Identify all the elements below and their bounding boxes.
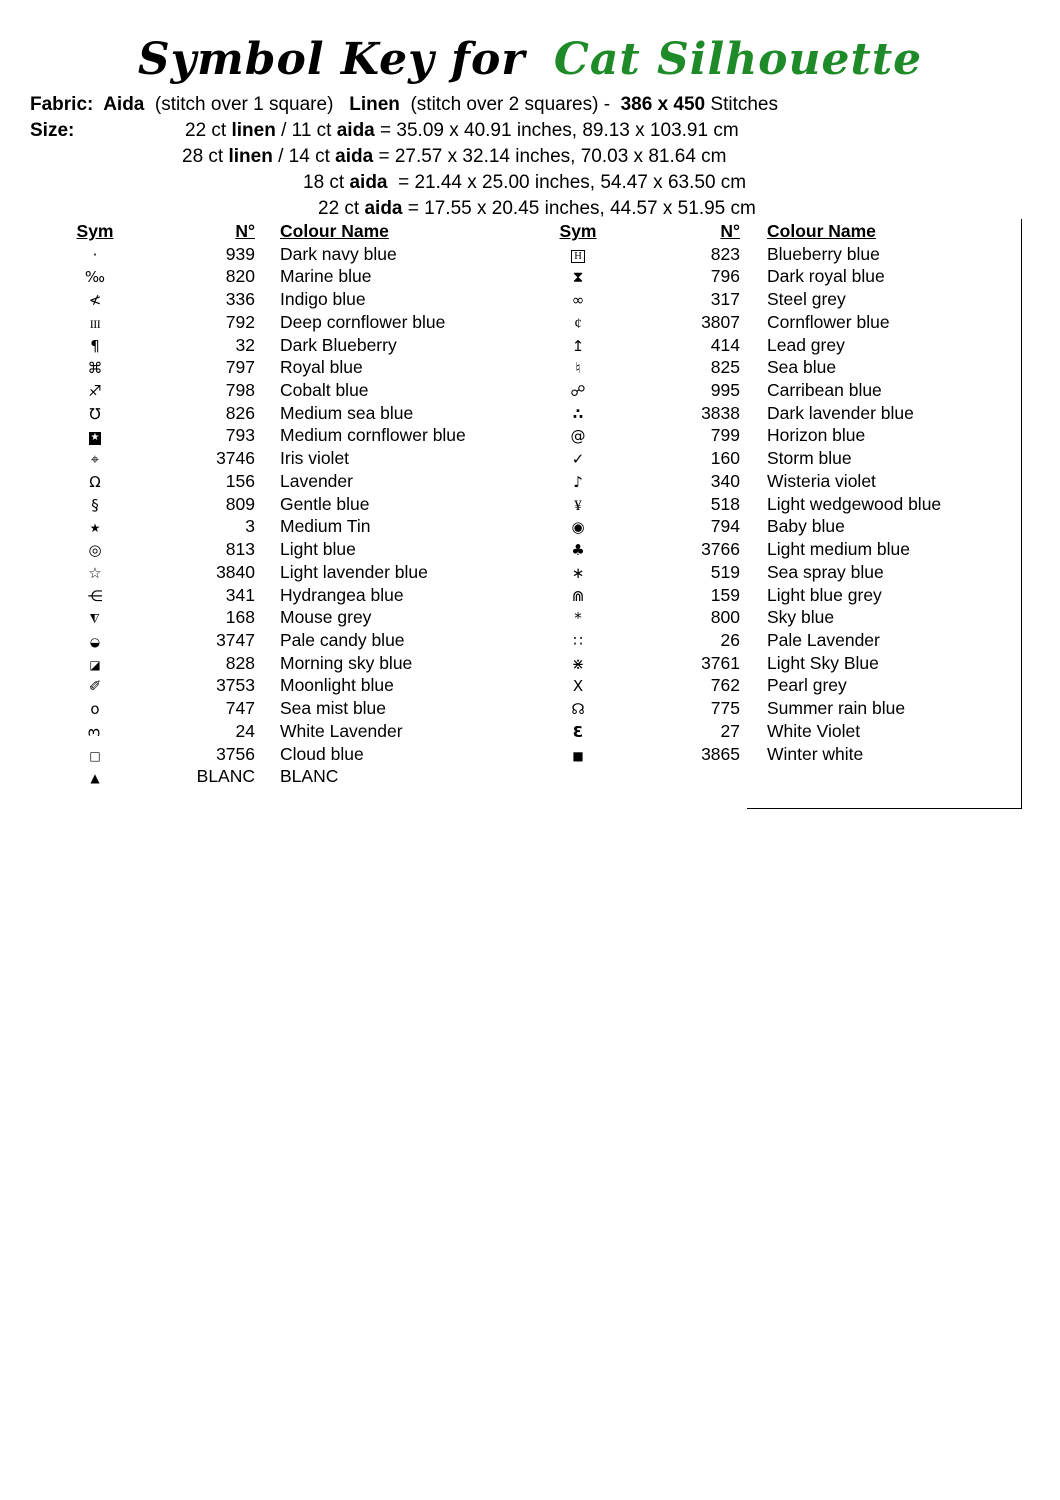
symbol-cell	[555, 720, 601, 744]
page-title	[0, 34, 1060, 86]
symbol-cell	[555, 243, 601, 266]
stitch-symbol-icon: ⋒	[571, 586, 585, 605]
floss-number: 3753	[216, 675, 255, 696]
floss-number: 762	[710, 675, 740, 696]
symbol-cell	[72, 334, 118, 358]
table-row	[72, 288, 517, 311]
symbol-cell	[555, 697, 601, 721]
colour-name: Sea spray blue	[767, 561, 884, 582]
floss-number: 317	[710, 289, 740, 310]
floss-number: 794	[710, 516, 740, 537]
symbol-cell	[555, 515, 601, 539]
colour-name: Sea blue	[767, 357, 837, 378]
stitch-symbol-icon: ⌖	[90, 450, 100, 469]
symbol-cell	[72, 311, 118, 336]
colour-name: Dark royal blue	[767, 266, 885, 287]
floss-number: 3865	[701, 743, 740, 764]
colour-name: Hydrangea blue	[280, 584, 404, 605]
floss-number: 793	[225, 425, 255, 446]
floss-number: 3746	[216, 448, 255, 469]
stitch-symbol-icon: o	[90, 700, 100, 719]
floss-number: 160	[710, 448, 740, 469]
floss-number: 797	[225, 357, 255, 378]
colour-name: Light blue	[280, 539, 356, 560]
table-row	[72, 538, 517, 561]
floss-number: 995	[710, 380, 740, 401]
colour-name: Indigo blue	[280, 289, 366, 310]
colour-name: Medium Tin	[280, 516, 371, 537]
text-segment: linen	[228, 146, 273, 167]
colour-name: Light lavender blue	[280, 561, 428, 582]
floss-number: 156	[225, 470, 255, 491]
colour-name: Winter white	[767, 743, 864, 764]
symbol-cell	[72, 765, 118, 790]
floss-number: 3766	[701, 539, 740, 560]
column-header-label: N°	[720, 221, 740, 241]
stitch-symbol-icon: ♐	[88, 382, 102, 401]
stitch-symbol-icon: ■	[572, 748, 584, 763]
symbol-cell	[72, 447, 118, 471]
colour-name: Marine blue	[280, 266, 372, 287]
symbol-cell	[555, 447, 601, 471]
symbol-cell	[72, 515, 118, 540]
text-segment: = 27.57 x 32.14 inches, 70.03 x 81.64 cm	[373, 146, 727, 167]
key-box-border	[747, 219, 1022, 809]
stitch-symbol-icon: ∗	[571, 563, 585, 582]
stitch-symbol-icon: ∞	[571, 291, 585, 310]
text-segment: = 21.44 x 25.00 inches, 54.47 x 63.50 cm	[387, 172, 747, 193]
stitch-symbol-icon: @	[570, 427, 586, 446]
stitch-symbol-icon: Ω	[89, 472, 101, 491]
stitch-symbol-icon: □	[89, 748, 101, 763]
colour-name: Medium sea blue	[280, 402, 414, 423]
symbol-cell	[72, 584, 118, 608]
column-header	[255, 220, 389, 243]
size-info-block	[30, 118, 756, 222]
floss-number: 747	[225, 698, 255, 719]
size-line	[30, 144, 756, 170]
floss-number: 519	[710, 561, 740, 582]
column-header-label: Sym	[76, 221, 114, 241]
colour-name: Dark lavender blue	[767, 402, 914, 423]
floss-number: 826	[225, 402, 255, 423]
stitch-symbol-icon: ⌘	[87, 359, 103, 378]
symbol-cell	[72, 561, 118, 585]
symbol-cell	[72, 720, 118, 744]
colour-name: Light wedgewood blue	[767, 493, 942, 514]
table-row	[72, 402, 517, 425]
colour-name: Mouse grey	[280, 607, 372, 628]
table-row	[72, 379, 517, 402]
text-segment: aida	[335, 146, 374, 167]
table-row	[72, 470, 517, 493]
colour-name: Pale Lavender	[767, 629, 880, 650]
stitch-symbol-icon: ◉	[571, 518, 585, 537]
colour-name: Deep cornflower blue	[280, 311, 446, 332]
colour-name: Horizon blue	[767, 425, 866, 446]
stitch-symbol-icon: ⋲	[87, 586, 103, 605]
colour-name: Light Sky Blue	[767, 652, 879, 673]
symbol-cell	[555, 561, 601, 585]
stitch-symbol-icon: ✓	[571, 450, 585, 469]
colour-name: Light medium blue	[767, 539, 910, 560]
floss-number: 939	[225, 243, 255, 264]
symbol-cell	[555, 606, 601, 630]
table-row	[72, 697, 517, 720]
symbol-cell	[555, 674, 601, 698]
symbol-key-table-left	[72, 220, 517, 788]
text-segment: 22 ct	[318, 198, 365, 219]
floss-number: 340	[710, 470, 740, 491]
colour-name: Iris violet	[280, 448, 350, 469]
symbol-cell	[72, 538, 118, 562]
colour-name: Summer rain blue	[767, 698, 906, 719]
colour-name: Pale candy blue	[280, 629, 405, 650]
floss-number: 168	[225, 607, 255, 628]
table-row	[72, 720, 517, 743]
table-header-row	[72, 220, 517, 243]
title-subject: Cat Silhouette	[553, 34, 923, 85]
stitch-symbol-icon: III	[89, 316, 101, 331]
floss-number: 3840	[216, 561, 255, 582]
symbol-cell	[555, 652, 601, 676]
text-segment: 28 ct	[182, 146, 229, 167]
symbol-cell	[72, 674, 118, 698]
table-row	[72, 606, 517, 629]
stitch-symbol-icon: ☆	[88, 563, 102, 582]
column-header-label: Sym	[559, 221, 597, 241]
colour-name: Storm blue	[767, 448, 852, 469]
table-row	[72, 561, 517, 584]
stitch-symbol-icon: ·	[92, 245, 98, 264]
symbol-cell	[72, 470, 118, 494]
symbol-cell	[72, 356, 118, 380]
symbol-cell	[72, 243, 118, 267]
floss-number: 3756	[216, 743, 255, 764]
text-segment: / 14 ct	[272, 146, 336, 167]
symbol-cell	[72, 288, 118, 312]
symbol-cell	[555, 356, 601, 380]
size-label: Size:	[30, 120, 75, 141]
symbol-cell	[555, 743, 601, 768]
text-segment: 386 x 450	[615, 94, 706, 115]
symbol-cell	[72, 652, 118, 677]
stitch-symbol-icon: ◒	[89, 634, 101, 649]
column-header-label: Colour Name	[767, 221, 876, 241]
symbol-cell	[555, 424, 601, 448]
text-segment: 18 ct	[303, 172, 350, 193]
column-header	[118, 220, 255, 243]
colour-name: Gentle blue	[280, 493, 370, 514]
stitch-symbol-icon: ‰	[84, 268, 106, 287]
symbol-cell	[555, 402, 601, 426]
table-row	[72, 447, 517, 470]
stitch-symbol-icon: *	[574, 609, 582, 628]
floss-number: 518	[710, 493, 740, 514]
stitch-symbol-icon: ✐	[88, 677, 102, 696]
text-segment: = 17.55 x 20.45 inches, 44.57 x 51.95 cm	[402, 198, 756, 219]
symbol-cell	[555, 629, 601, 653]
text-segment: = 35.09 x 40.91 inches, 89.13 x 103.91 cm	[374, 120, 739, 141]
colour-name: Sea mist blue	[280, 698, 387, 719]
text-segment: / 11 ct	[275, 120, 337, 141]
text-segment: (stitch over 1 square)	[144, 94, 350, 115]
stitch-symbol-icon: ♪	[573, 472, 583, 491]
floss-number: 341	[225, 584, 255, 605]
column-header-label: Colour Name	[280, 221, 389, 241]
symbol-cell	[555, 311, 601, 336]
floss-number: 825	[710, 357, 740, 378]
stitch-symbol-icon: ◎	[88, 541, 102, 560]
symbol-cell	[72, 493, 118, 517]
colour-name: Dark Blueberry	[280, 334, 397, 355]
stitch-symbol-icon: ★	[90, 432, 100, 444]
text-segment: aida	[336, 120, 375, 141]
floss-number: BLANC	[196, 766, 255, 787]
colour-name: White Lavender	[280, 720, 403, 741]
floss-number: 820	[225, 266, 255, 287]
text-segment: 22 ct	[185, 120, 232, 141]
colour-name: Morning sky blue	[280, 652, 413, 673]
stitch-symbol-icon: ¥	[574, 497, 582, 514]
table-row	[72, 356, 517, 379]
symbol-cell	[72, 697, 118, 721]
floss-number: 26	[720, 629, 740, 650]
colour-name: Wisteria violet	[767, 470, 876, 491]
colour-name: Blueberry blue	[767, 243, 880, 264]
text-segment: (stitch over 2 squares) -	[399, 94, 616, 115]
stitch-symbol-icon: ∷	[573, 631, 583, 650]
table-row	[72, 584, 517, 607]
floss-number: 3838	[701, 402, 740, 423]
floss-number: 159	[710, 584, 740, 605]
text-segment: aida	[364, 198, 403, 219]
stitch-symbol-icon: Ɛ	[572, 722, 584, 741]
stitch-symbol-icon: ◮	[90, 612, 100, 627]
floss-number: 3807	[701, 311, 740, 332]
colour-name: Dark navy blue	[280, 243, 397, 264]
symbol-cell	[72, 606, 118, 631]
colour-name: Steel grey	[767, 289, 846, 310]
table-row	[72, 424, 517, 447]
text-segment: Linen	[349, 94, 400, 115]
colour-name: Lead grey	[767, 334, 845, 355]
table-row	[72, 515, 517, 538]
text-segment: aida	[349, 172, 388, 193]
stitch-symbol-icon: 3	[85, 727, 104, 737]
floss-number: 792	[225, 311, 255, 332]
table-row	[72, 311, 517, 334]
symbol-cell	[72, 265, 118, 289]
column-header-label: N°	[235, 221, 255, 241]
symbol-cell	[555, 265, 601, 289]
table-row	[72, 265, 517, 288]
symbol-cell	[72, 379, 118, 403]
stitch-symbol-icon: §	[91, 495, 99, 514]
colour-name: Cobalt blue	[280, 380, 369, 401]
stitch-symbol-icon: ↥	[571, 336, 585, 355]
colour-name: Light blue grey	[767, 584, 882, 605]
stitch-symbol-icon: ∴	[572, 404, 584, 423]
text-segment: Stitches	[705, 94, 778, 115]
table-row	[72, 493, 517, 516]
column-header	[72, 220, 118, 243]
colour-name: Sky blue	[767, 607, 835, 628]
stitch-symbol-icon: ⋇	[571, 654, 585, 673]
table-row	[72, 765, 517, 788]
floss-number: 828	[225, 652, 255, 673]
colour-name: White Violet	[767, 720, 861, 741]
symbol-cell	[555, 288, 601, 312]
column-header	[601, 220, 740, 243]
fabric-info-line	[30, 92, 778, 118]
floss-number: 775	[710, 698, 740, 719]
colour-name: Baby blue	[767, 516, 845, 537]
symbol-cell	[555, 538, 601, 562]
symbol-cell	[72, 424, 118, 447]
stitch-symbol-icon: ♣	[571, 541, 585, 560]
floss-number: 813	[225, 539, 255, 560]
size-lines	[30, 118, 756, 222]
colour-name: Moonlight blue	[280, 675, 394, 696]
floss-number: 796	[710, 266, 740, 287]
floss-number: 3	[245, 516, 255, 537]
table-row	[72, 243, 517, 266]
symbol-cell	[555, 584, 601, 608]
floss-number: 809	[225, 493, 255, 514]
stitch-symbol-icon: ¢	[574, 315, 582, 332]
size-line	[30, 196, 756, 222]
text-segment: linen	[231, 120, 276, 141]
floss-number: 799	[710, 425, 740, 446]
floss-number: 823	[710, 243, 740, 264]
stitch-symbol-icon: X	[572, 677, 584, 696]
symbol-cell	[72, 743, 118, 768]
symbol-cell	[555, 379, 601, 403]
symbol-cell	[555, 334, 601, 358]
table-row	[72, 629, 517, 652]
size-line	[30, 170, 756, 196]
text-segment: Fabric: Aida	[30, 94, 145, 115]
floss-number: 24	[235, 720, 255, 741]
floss-number: 32	[235, 334, 255, 355]
table-row	[72, 674, 517, 697]
colour-name: Lavender	[280, 470, 353, 491]
stitch-symbol-icon: ☍	[570, 382, 586, 401]
floss-number: 27	[720, 720, 740, 741]
stitch-symbol-icon: ▲	[90, 771, 100, 786]
colour-name: Royal blue	[280, 357, 363, 378]
floss-number: 800	[710, 607, 740, 628]
table-row	[72, 743, 517, 766]
symbol-cell	[72, 629, 118, 654]
floss-number: 798	[225, 380, 255, 401]
colour-name: Cloud blue	[280, 743, 364, 764]
table-row	[72, 652, 517, 675]
floss-number: 3747	[216, 629, 255, 650]
stitch-symbol-icon: ☊	[571, 700, 585, 719]
stitch-symbol-icon: ◪	[89, 657, 101, 672]
colour-name: Carribean blue	[767, 380, 882, 401]
stitch-symbol-icon: ℧	[89, 404, 101, 423]
floss-number: 3761	[701, 652, 740, 673]
colour-name: Pearl grey	[767, 675, 847, 696]
stitch-symbol-icon: ♮	[575, 359, 581, 378]
table-row	[72, 334, 517, 357]
floss-number: 336	[225, 289, 255, 310]
stitch-symbol-icon: ¶	[90, 336, 100, 355]
symbol-cell	[555, 493, 601, 518]
stitch-symbol-icon: ⧗	[572, 268, 584, 287]
page-title-prefix: Symbol Key for	[137, 34, 526, 85]
floss-number: 414	[710, 334, 740, 355]
size-line	[30, 118, 756, 144]
stitch-symbol-icon: ★	[89, 521, 101, 536]
column-header	[555, 220, 601, 243]
symbol-cell	[555, 470, 601, 494]
colour-name: Medium cornflower blue	[280, 425, 466, 446]
colour-name: Cornflower blue	[767, 311, 890, 332]
colour-name: BLANC	[280, 766, 339, 787]
symbol-cell	[72, 402, 118, 426]
stitch-symbol-icon: H	[571, 250, 585, 263]
stitch-symbol-icon: ≮	[88, 291, 102, 310]
